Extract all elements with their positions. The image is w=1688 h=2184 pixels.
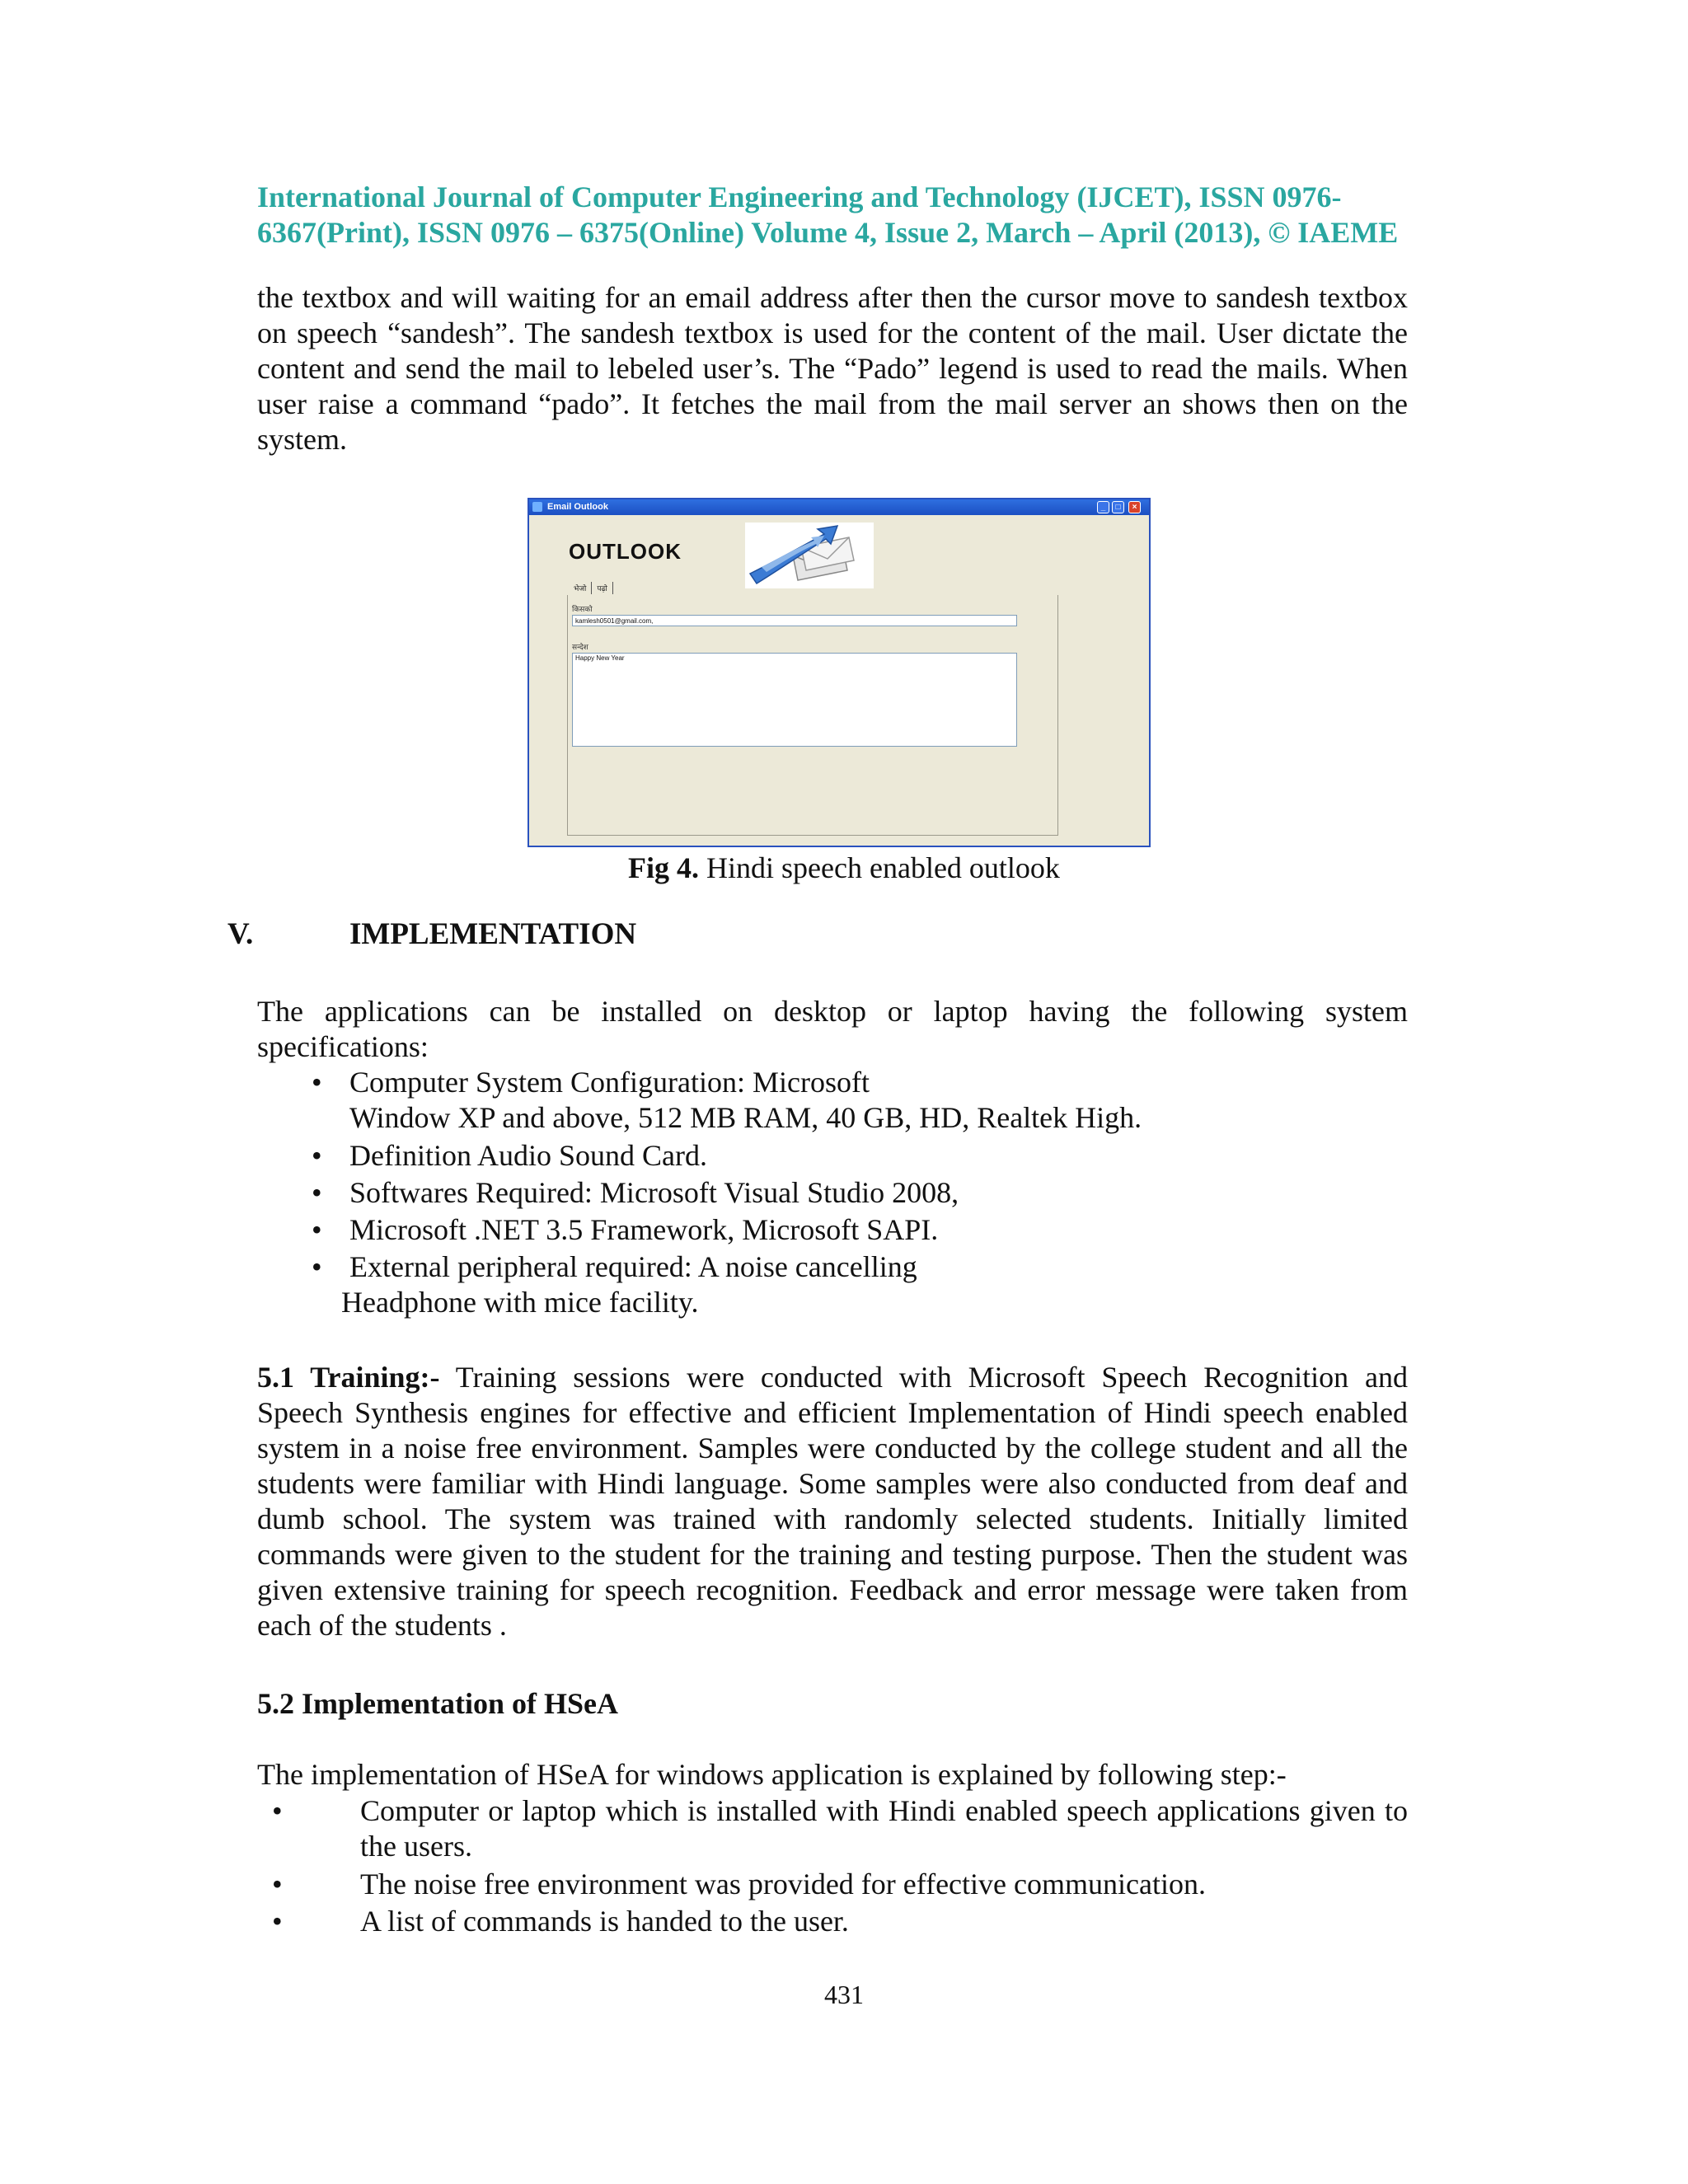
section-title: IMPLEMENTATION xyxy=(349,917,637,951)
list-item xyxy=(257,1175,1408,1212)
intro-paragraph: the textbox and will waiting for an email address after then the cursor move to sandesh textbox on speech “sandesh”. The sandesh textbox is used for the content of the mail. User dictate the content and send the mail to lebeled user’s. The “Pado” legend is used to read the mails. When user raise a command “pado”. It fetches the mail from the mail server an shows then on the system. xyxy=(257,281,1408,456)
bullet-line: Microsoft .NET 3.5 Framework, Microsoft SAPI. xyxy=(349,1213,939,1246)
training-heading: 5.1 Training:- xyxy=(257,1361,440,1394)
step-text: The noise free environment was provided for effective communication. xyxy=(360,1868,1206,1900)
email-envelope-icon xyxy=(745,523,874,588)
figure-caption xyxy=(0,851,1688,885)
bullet-icon: • xyxy=(272,1794,283,1827)
list-item xyxy=(257,1138,1408,1175)
training-paragraph xyxy=(257,1360,1408,1643)
implementation-heading: 5.2 Implementation of HSeA xyxy=(257,1687,618,1720)
section-intro: The applications can be installed on desktop or laptop having the following system specifications: xyxy=(257,995,1408,1063)
close-icon: × xyxy=(1128,501,1141,513)
bullet-continuation: Headphone with mice facility. xyxy=(341,1286,699,1319)
step-text: Computer or laptop which is installed with Hindi enabled speech applications given to the users. xyxy=(360,1794,1408,1863)
bullet-icon: • xyxy=(312,1139,322,1172)
bullet-icon: • xyxy=(312,1066,322,1099)
bullet-line: Computer System Configuration: Microsoft xyxy=(349,1066,870,1099)
minimize-icon: _ xyxy=(1097,501,1109,513)
spec-bullet-list xyxy=(257,1065,1408,1320)
section-number: V. xyxy=(227,917,254,951)
app-title: OUTLOOK xyxy=(569,539,682,564)
list-item xyxy=(257,1867,1408,1904)
tab-send[interactable]: भेजो xyxy=(569,582,592,594)
bullet-icon: • xyxy=(272,1905,283,1938)
bullet-icon: • xyxy=(272,1868,283,1900)
training-text: Training sessions were conducted with Microsoft Speech Recognition and Speech Synthesis engines for effective and efficient Implementation of Hindi speech enabled system in a noise free environment. Samples were conducted by the college student and all the students were familiar with Hindi language. Some samples were also conducted from deaf and dumb school. The system was trained with randomly selected students. Initially limited commands were given to the student for the training and testing purpose. Then the student was given extensive training for speech recognition. Feedback and error message were taken from each of the students . xyxy=(257,1361,1408,1642)
to-label: किसको xyxy=(572,605,593,613)
list-item xyxy=(257,1904,1408,1941)
window-titlebar xyxy=(529,499,1149,515)
header-line-2: 6367(Print), ISSN 0976 – 6375(Online) Volume 4, Issue 2, March – April (2013), © IAEME xyxy=(257,216,1399,249)
list-item xyxy=(257,1065,1408,1138)
bullet-line: Softwares Required: Microsoft Visual Studio 2008, xyxy=(349,1176,959,1209)
implementation-intro: The implementation of HSeA for windows application is explained by following step:- xyxy=(257,1758,1287,1791)
bullet-icon: • xyxy=(312,1250,322,1283)
figure-outlook-window xyxy=(528,498,1151,847)
list-item xyxy=(257,1793,1408,1867)
list-item xyxy=(257,1212,1408,1249)
caption-text: Hindi speech enabled outlook xyxy=(699,851,1060,884)
bullet-icon: • xyxy=(312,1213,322,1246)
bullet-line: External peripheral required: A noise cancelling xyxy=(349,1250,917,1283)
to-email-input[interactable]: kamlesh0501@gmail.com, xyxy=(572,615,1017,626)
page-number: 431 xyxy=(824,1980,864,2009)
bullet-line: Window XP and above, 512 MB RAM, 40 GB, HD, Realtek High. xyxy=(349,1101,1142,1134)
message-textarea[interactable]: Happy New Year xyxy=(572,653,1017,747)
tab-strip xyxy=(569,582,613,594)
bullet-icon: • xyxy=(312,1176,322,1209)
maximize-icon: □ xyxy=(1112,501,1124,513)
caption-label: Fig 4. xyxy=(628,851,700,884)
window-title: Email Outlook xyxy=(547,502,608,512)
bullet-line: Definition Audio Sound Card. xyxy=(349,1139,707,1172)
app-icon xyxy=(532,502,542,512)
step-text: A list of commands is handed to the user. xyxy=(360,1905,849,1938)
envelope-arrow-graphic xyxy=(745,523,874,588)
message-label: सन्देश xyxy=(572,643,588,651)
journal-header xyxy=(257,180,1408,251)
header-line-1: International Journal of Computer Engineering and Technology (IJCET), ISSN 0976- xyxy=(257,180,1342,213)
list-item xyxy=(257,1249,1408,1285)
tab-read[interactable]: पढ़ो xyxy=(592,582,613,594)
implementation-steps xyxy=(257,1793,1408,1941)
